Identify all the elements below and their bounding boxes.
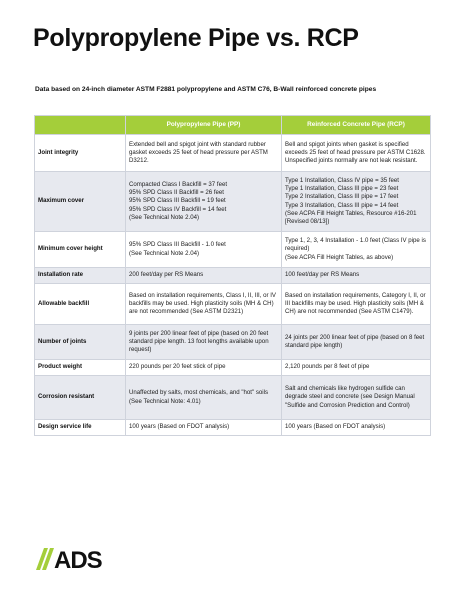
comparison-table [34, 115, 431, 436]
pp-cell: 100 years (Based on FDOT analysis) [126, 420, 282, 436]
page-subtitle: Data based on 24-inch diameter ASTM F2881 polypropylene and ASTM C76, B-Wall reinforced concrete pipes [35, 86, 377, 93]
logo-text: ADS [54, 547, 102, 572]
row-label: Number of joints [35, 325, 126, 360]
cell-line: Compacted Class I Backfill = 37 feet [129, 180, 228, 188]
rcp-cell: 100 feet/day per RS Means [282, 268, 431, 284]
table-row [35, 420, 431, 436]
row-label: Design service life [35, 420, 126, 436]
pp-cell: 9 joints per 200 linear feet of pipe (based on 20 feet standard pipe length. 13 foot lengths available upon request) [126, 325, 282, 360]
row-label: Product weight [35, 360, 126, 376]
pp-cell: 220 pounds per 20 feet stick of pipe [126, 360, 282, 376]
table-row [35, 284, 431, 325]
cell-line: Type 1, 2, 3, 4 Installation - 1.0 feet (Class IV pipe is required) [285, 237, 426, 253]
row-label: Allowable backfill [35, 284, 126, 325]
cell-line: Type 2 Installation, Class III pipe = 17 feet [285, 193, 399, 201]
cell-line: 95% SPD Class II Backfill = 26 feet [129, 189, 225, 197]
table-row [35, 325, 431, 360]
pp-cell: Unaffected by salts, most chemicals, and "hot" soils (See Technical Note: 4.01) [126, 376, 282, 420]
logo-slashes [36, 548, 54, 570]
pp-cell [126, 172, 282, 232]
pp-cell [126, 232, 282, 268]
table-row [35, 232, 431, 268]
rcp-cell [282, 232, 431, 268]
pp-cell: Based on installation requirements, Class I, II, III, or IV backfills may be used. High plasticity soils (MH & CH) are not recommended (See ASTM D2321) [126, 284, 282, 325]
cell-line: 95% SPD Class IV Backfill = 14 feet [129, 205, 227, 213]
cell-line: (See ACPA Fill Height Tables, as above) [285, 253, 394, 261]
rcp-cell: Based on installation requirements, Category I, II, or III backfills may be used. High plasticity soils (MH & CH) are not recommended (See ASTM C1479). [282, 284, 431, 325]
table-row [35, 172, 431, 232]
rcp-cell: 2,120 pounds per 8 feet of pipe [282, 360, 431, 376]
row-label: Maximum cover [35, 172, 126, 232]
cell-line: 95% SPD Class III Backfill - 1.0 feet [129, 241, 226, 249]
cell-line: (See Technical Note 2.04) [129, 249, 200, 257]
cell-line: Type 1 Installation, Class III pipe = 23 feet [285, 185, 399, 193]
table-row [35, 376, 431, 420]
table-header-row [35, 116, 431, 135]
pp-cell: 200 feet/day per RS Means [126, 268, 282, 284]
pp-cell: Extended bell and spigot joint with standard rubber gasket exceeds 25 feet of head pressure per ASTM D3212. [126, 135, 282, 172]
row-label: Minimum cover height [35, 232, 126, 268]
cell-line: Type 3 Installation, Class III pipe = 14 feet [285, 201, 399, 209]
table-row [35, 360, 431, 376]
page-title: Polypropylene Pipe vs. RCP [33, 24, 359, 52]
rcp-cell: 24 joints per 200 linear feet of pipe (based on 8 feet standard pipe length) [282, 325, 431, 360]
row-label: Joint integrity [35, 135, 126, 172]
ads-logo [36, 546, 118, 572]
row-label: Installation rate [35, 268, 126, 284]
rcp-cell [282, 172, 431, 232]
table-row [35, 135, 431, 172]
header-rcp: Reinforced Concrete Pipe (RCP) [282, 116, 431, 135]
cell-line: (See ACPA Fill Height Tables, Resource #16-201 [Revised 08/13]) [285, 209, 417, 225]
rcp-cell: Salt and chemicals like hydrogen sulfide can degrade steel and concrete (see Design Manual "Sulfide and Corrosion Prediction and Control) [282, 376, 431, 420]
cell-line: (See Technical Note 2.04) [129, 213, 200, 221]
cell-line: 95% SPD Class III Backfill = 19 feet [129, 197, 226, 205]
header-pp: Polypropylene Pipe (PP) [126, 116, 282, 135]
rcp-cell: 100 years (Based on FDOT analysis) [282, 420, 431, 436]
header-blank-cell [35, 116, 126, 135]
row-label: Corrosion resistant [35, 376, 126, 420]
cell-line: Type 1 Installation, Class IV pipe = 35 feet [285, 176, 399, 184]
rcp-cell: Bell and spigot joints when gasket is specified exceeds 25 feet of head pressure per ASTM C1628. Unspecified joints normally are not leak resistant. [282, 135, 431, 172]
table-row [35, 268, 431, 284]
